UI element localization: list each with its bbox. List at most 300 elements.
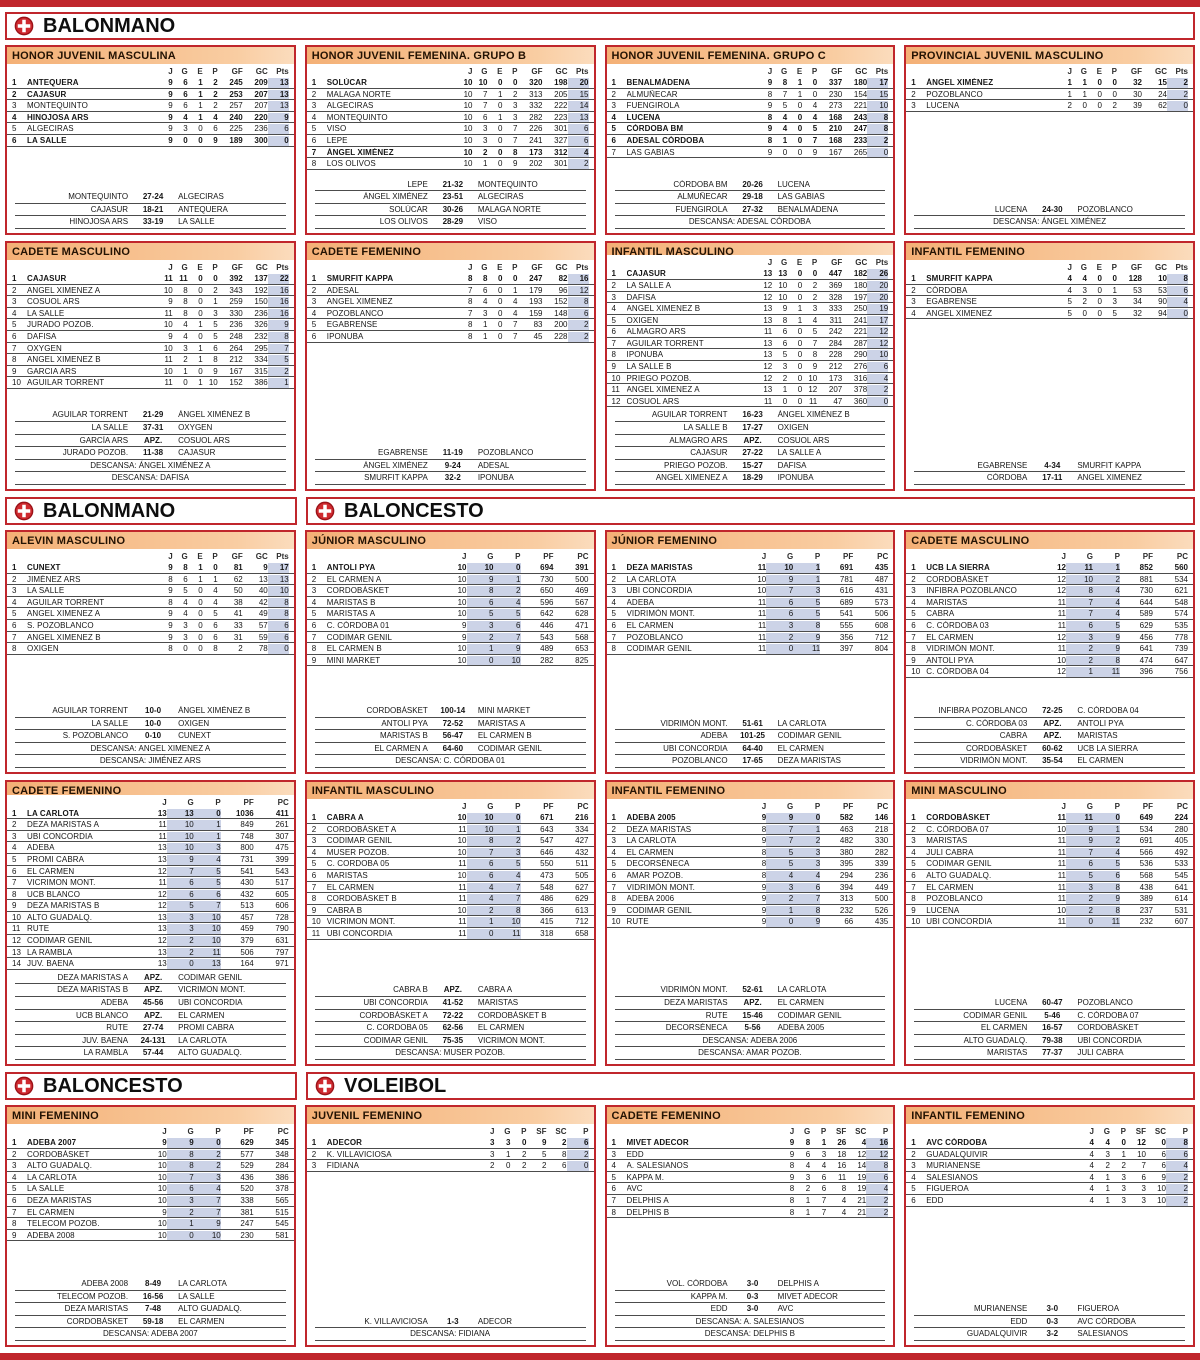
- rank-cell: 5: [311, 320, 317, 330]
- stat-cell: 739: [1174, 644, 1188, 654]
- team-cell: CODIMAR GENIL: [926, 859, 992, 869]
- stat-cell: 66: [844, 917, 854, 927]
- result-score: 17-65: [742, 756, 763, 766]
- stat-cell: 207: [254, 101, 268, 111]
- rank-cell: 3: [311, 101, 317, 111]
- stat-cell: 6: [805, 1149, 811, 1159]
- table-row: [607, 338, 894, 350]
- result-score: 27-22: [742, 448, 763, 458]
- stat-cell: 0: [797, 338, 803, 348]
- team-cell: CODIMAR GENIL: [326, 836, 393, 846]
- stat-cell: 2: [568, 332, 589, 342]
- result-home-team: MURIANENSE: [973, 1304, 1028, 1314]
- table-row: [607, 1195, 894, 1207]
- stat-cell: 1: [183, 366, 188, 376]
- stat-cell: 3: [494, 848, 521, 858]
- stat-cell: 11: [1057, 847, 1066, 857]
- stat-cell: 1: [467, 917, 494, 927]
- result-home-team: ADEBA: [100, 998, 129, 1008]
- team-cell: DECORSÉNECA: [626, 859, 690, 869]
- team-cell: CODIMAR GENIL: [626, 644, 692, 654]
- stat-cell: 9: [167, 1138, 194, 1148]
- stat-cell: 330: [874, 836, 889, 846]
- stat-cell: 2: [467, 633, 494, 643]
- team-cell: CORDOBÁSKET A: [326, 824, 397, 834]
- stat-cell: 10: [457, 586, 467, 596]
- stat-cell: 5: [213, 320, 218, 330]
- stat-cell: 517: [275, 878, 289, 888]
- stat-cell: 4: [812, 315, 818, 325]
- stat-cell: 10: [1157, 1195, 1166, 1205]
- results-block: [607, 407, 894, 489]
- stat-cell: 8: [841, 1184, 847, 1194]
- stat-cell: 0: [797, 101, 803, 111]
- stat-cell: 16: [568, 274, 589, 284]
- team-cell: DEZA MARISTAS A: [27, 820, 100, 830]
- rank-cell: 1: [12, 1138, 17, 1147]
- standings-table-card: [904, 780, 1195, 1066]
- table-row: [7, 331, 294, 343]
- stat-cell: 8: [183, 563, 188, 572]
- result-row: [615, 1278, 886, 1291]
- standings-table-card: [305, 530, 596, 774]
- stat-cell: 9: [767, 101, 773, 111]
- stat-cell: 182: [853, 269, 868, 279]
- stat-cell: 0: [793, 813, 820, 823]
- result-score: 24-30: [1042, 204, 1063, 214]
- stat-cell: 9: [766, 813, 793, 823]
- table-row: [906, 620, 1193, 632]
- result-row: [914, 472, 1185, 485]
- stat-cell: 0: [498, 274, 503, 283]
- rank-cell: 4: [611, 1161, 616, 1171]
- stat-cell: 13: [268, 90, 289, 100]
- table-title: JUVENIL FEMENINO: [307, 1107, 594, 1124]
- stat-cell: 212: [229, 355, 243, 365]
- stat-cell: 555: [839, 620, 854, 630]
- col-header: GC: [1155, 67, 1167, 76]
- stat-cell: 7: [513, 135, 518, 145]
- stat-cell: 1: [198, 343, 203, 353]
- team-cell: JIMÉNEZ ARS: [27, 574, 81, 584]
- stat-cell: 6: [1093, 871, 1120, 881]
- descansa-note: DESCANSA: A. SALESIANOS: [615, 1316, 886, 1329]
- team-cell: VICRIMON MONT.: [27, 878, 96, 888]
- table-row: [906, 77, 1193, 89]
- stat-cell: 96: [558, 285, 568, 295]
- stat-cell: 11: [1057, 836, 1066, 846]
- stat-cell: 7: [494, 883, 521, 893]
- team-cell: KAPPA M.: [626, 1172, 665, 1182]
- result-home-team: CABRA B: [393, 985, 428, 995]
- stat-cell: 8: [805, 1138, 811, 1147]
- result-score: 79-38: [1042, 1035, 1063, 1045]
- stat-cell: 13: [157, 947, 167, 957]
- rank-cell: 2: [611, 574, 616, 584]
- result-away-team: ANTOLI PYA: [1077, 718, 1124, 728]
- result-row: [15, 730, 286, 743]
- stat-cell: 0: [498, 297, 503, 307]
- section-banner: [306, 497, 1195, 525]
- col-header: G: [804, 1127, 811, 1136]
- table-row: [307, 812, 594, 824]
- column-header-row: [906, 64, 1193, 77]
- descansa-note: DESCANSA: ADESAL CÓRDOBA: [615, 216, 886, 229]
- result-home-team: ÁNGEL XIMÉNEZ: [363, 460, 428, 470]
- stat-cell: 3: [483, 308, 488, 318]
- stat-cell: 396: [1139, 667, 1153, 677]
- table-row: [7, 1195, 294, 1207]
- stat-cell: 12: [157, 866, 167, 876]
- table-row: [906, 608, 1193, 620]
- stat-cell: 0: [198, 308, 203, 318]
- stat-cell: 19: [857, 1172, 867, 1182]
- table-row: [307, 916, 594, 928]
- stat-cell: 4: [866, 1184, 888, 1194]
- stat-cell: 541: [240, 866, 254, 876]
- stat-cell: 2: [766, 894, 793, 904]
- stat-cell: 526: [874, 905, 889, 915]
- stat-cell: 11: [458, 859, 467, 869]
- rank-cell: 6: [12, 866, 17, 876]
- stat-cell: 4: [1089, 1149, 1094, 1159]
- result-score: 11-19: [442, 448, 463, 458]
- team-cell: ANGEL XIMENEZ B: [27, 632, 101, 642]
- stat-cell: 8: [168, 644, 173, 654]
- stat-cell: 230: [240, 1230, 254, 1240]
- stat-cell: 9: [494, 644, 521, 654]
- table-row: [906, 285, 1193, 297]
- col-header: J: [789, 1127, 795, 1136]
- stat-cell: 0: [467, 656, 494, 666]
- result-away-team: C. CÓRDOBA 04: [1077, 706, 1139, 716]
- result-score: 72-52: [442, 718, 464, 728]
- team-cell: EL CARMEN: [27, 866, 75, 876]
- team-cell: ADEBA 2005: [626, 813, 676, 822]
- rank-cell: 7: [12, 1207, 17, 1217]
- stat-cell: 748: [240, 831, 254, 841]
- stat-cell: 2: [568, 159, 589, 169]
- result-score: 16-23: [742, 410, 763, 420]
- table-row: [307, 870, 594, 882]
- col-header: J: [1061, 552, 1066, 561]
- col-header: P: [1111, 67, 1117, 76]
- stat-cell: 10: [457, 905, 467, 915]
- table-row: [7, 608, 294, 620]
- table-row: [307, 824, 594, 836]
- col-header: PC: [1176, 802, 1188, 811]
- table-row: [607, 77, 894, 89]
- stat-cell: 1: [1082, 78, 1087, 87]
- team-cell: AVC: [626, 1184, 643, 1194]
- stat-cell: 257: [229, 101, 243, 111]
- result-row: [315, 1035, 586, 1048]
- table-row: [607, 326, 894, 338]
- table-row: [307, 643, 594, 655]
- results-block: [7, 407, 294, 489]
- team-cell: EL CARMEN: [926, 632, 974, 642]
- stat-cell: 11: [1057, 882, 1066, 892]
- rank-cell: 6: [611, 1184, 616, 1194]
- stat-cell: 658: [575, 928, 589, 938]
- stat-cell: 0: [797, 135, 803, 145]
- team-cell: GUADALQUIVIR: [926, 1149, 988, 1159]
- table-row: [7, 819, 294, 831]
- rank-cell: 12: [611, 396, 621, 406]
- table-row: [607, 1137, 894, 1149]
- rank-cell: 5: [12, 609, 17, 619]
- col-header: E: [796, 258, 803, 268]
- team-cell: MINI MARKET: [326, 655, 381, 665]
- team-cell: ADEBA 2007: [27, 1138, 77, 1147]
- team-cell: EGABRENSE: [326, 320, 378, 330]
- stat-cell: 6: [467, 859, 494, 869]
- col-header: P: [814, 802, 821, 811]
- stat-cell: 15: [867, 90, 888, 100]
- stat-cell: 1: [194, 820, 221, 830]
- result-score: 17-27: [742, 423, 763, 433]
- stat-cell: 5: [1112, 308, 1117, 318]
- team-cell: UBI CONCORDIA: [626, 586, 693, 596]
- table-row: [307, 905, 594, 917]
- table-row: [607, 905, 894, 917]
- stat-cell: 8: [1093, 906, 1120, 916]
- result-away-team: VICRIMON MONT.: [477, 1035, 545, 1045]
- stat-cell: 4: [782, 124, 788, 134]
- stat-cell: 12: [857, 1149, 867, 1159]
- stat-cell: 5: [494, 859, 521, 869]
- rank-cell: 3: [911, 836, 916, 846]
- stat-cell: 53: [1158, 285, 1167, 295]
- table-row: [906, 905, 1193, 917]
- stat-cell: 224: [1174, 813, 1188, 822]
- stat-cell: 797: [275, 947, 289, 957]
- col-header: E: [197, 263, 203, 272]
- stat-cell: 8: [782, 315, 788, 325]
- stat-cell: 6: [821, 1184, 827, 1194]
- table-row: [607, 847, 894, 859]
- stat-cell: 6: [483, 285, 488, 295]
- stat-cell: 2: [494, 836, 521, 846]
- col-header: P: [1120, 1127, 1126, 1136]
- team-cell: CODIMAR GENIL: [326, 632, 393, 642]
- stat-cell: 11: [1057, 917, 1066, 927]
- team-cell: EL CARMEN A: [326, 574, 382, 584]
- result-home-team: CODIMAR GENIL: [963, 1010, 1028, 1020]
- stat-cell: 8: [483, 274, 488, 283]
- result-score: 16-57: [1042, 1023, 1063, 1033]
- stat-cell: 10: [463, 78, 473, 87]
- result-away-team: LUCENA: [777, 179, 811, 189]
- stat-cell: 505: [575, 870, 589, 880]
- rank-cell: 3: [311, 586, 317, 596]
- col-header: P: [583, 1127, 589, 1136]
- stat-cell: 3: [167, 1196, 194, 1206]
- table-row: [7, 123, 294, 135]
- stat-cell: 12: [568, 286, 589, 296]
- stat-cell: 287: [853, 338, 868, 348]
- stat-cell: 628: [575, 609, 589, 619]
- stat-cell: 243: [853, 112, 868, 122]
- stat-cell: 13: [763, 315, 773, 325]
- rank-cell: 3: [611, 836, 616, 846]
- stat-cell: 573: [874, 597, 889, 607]
- stat-cell: 1: [198, 355, 203, 365]
- stat-cell: 12: [867, 327, 888, 337]
- descansa-note: DESCANSA: C. CÓRDOBA 01: [315, 755, 586, 768]
- stat-cell: 6: [213, 343, 218, 353]
- rank-cell: 3: [611, 101, 616, 111]
- stat-cell: 10: [157, 1195, 167, 1205]
- team-cell: ALTO GUADALQ.: [27, 912, 93, 922]
- stat-cell: 0: [198, 586, 203, 596]
- result-score: 0-10: [145, 731, 162, 741]
- stat-cell: 2: [1166, 1184, 1188, 1194]
- stat-cell: 8: [213, 644, 218, 654]
- stat-cell: 2: [467, 906, 494, 916]
- result-home-team: GARCÍA ARS: [79, 435, 129, 445]
- table-row: [906, 1149, 1193, 1161]
- stat-cell: 11: [158, 820, 167, 830]
- table-row: [7, 585, 294, 597]
- team-cell: ANTOLI PYA: [326, 563, 376, 572]
- result-row: [15, 1047, 286, 1060]
- stat-cell: 9: [168, 297, 173, 307]
- table-row: [906, 858, 1193, 870]
- stat-cell: 2: [1066, 906, 1093, 916]
- col-header: E: [1096, 263, 1102, 272]
- stat-cell: 20: [568, 78, 589, 88]
- stat-cell: 12: [157, 901, 167, 911]
- result-row: [615, 179, 886, 192]
- col-header: Pts: [1175, 263, 1188, 272]
- stat-cell: 804: [874, 644, 889, 654]
- stat-cell: 3: [766, 621, 793, 631]
- stat-cell: 13: [763, 338, 773, 348]
- stat-cell: 1: [821, 1138, 827, 1147]
- result-score: 60-47: [1042, 998, 1063, 1008]
- stat-cell: 1: [494, 825, 521, 835]
- col-header: SC: [855, 1127, 867, 1136]
- result-row: [15, 1291, 286, 1304]
- stat-cell: 386: [254, 378, 268, 388]
- stat-cell: 9: [761, 905, 767, 915]
- team-cell: CORDOBÁSKET B: [326, 894, 397, 904]
- stat-cell: 11: [757, 644, 767, 654]
- stat-cell: 13: [268, 101, 289, 111]
- stat-cell: 9: [782, 304, 788, 314]
- table-row: [7, 1137, 294, 1149]
- result-score: 29-18: [742, 192, 763, 202]
- result-away-team: ÁNGEL XIMÉNEZ B: [178, 706, 251, 716]
- result-away-team: OXIGEN: [777, 423, 809, 433]
- stat-cell: 4: [1093, 848, 1120, 858]
- stat-cell: 10: [463, 147, 473, 157]
- team-cell: LA SALLE: [27, 1184, 65, 1194]
- col-header: P: [811, 67, 818, 76]
- stat-cell: 233: [853, 135, 868, 145]
- rank-cell: 10: [911, 917, 921, 927]
- team-cell: ALTO GUADALQ.: [926, 870, 992, 880]
- result-score: 75-35: [442, 1035, 464, 1045]
- rank-cell: 12: [12, 936, 21, 946]
- stat-cell: 332: [529, 101, 543, 111]
- column-header-row: [7, 260, 294, 273]
- stat-cell: 334: [575, 824, 589, 834]
- rank-cell: 6: [311, 331, 317, 341]
- stat-cell: 534: [1139, 824, 1153, 834]
- table-title: JÚNIOR MASCULINO: [307, 532, 594, 549]
- rank-cell: 8: [311, 894, 317, 904]
- rank-cell: 1: [12, 78, 17, 87]
- stat-cell: 11: [1057, 894, 1066, 904]
- stat-cell: 10: [157, 1172, 167, 1182]
- results-block: [607, 982, 894, 1064]
- rank-cell: 1: [12, 274, 17, 283]
- team-cell: IPONUBA: [626, 350, 664, 360]
- rank-cell: 11: [311, 928, 321, 938]
- stat-cell: 8: [1066, 586, 1093, 596]
- result-home-team: GUADALQUIVIR: [966, 1329, 1028, 1339]
- col-header: GC: [255, 552, 268, 561]
- stat-cell: 606: [275, 901, 289, 911]
- stat-cell: 21: [857, 1207, 867, 1217]
- result-away-team: CUNEXT: [178, 731, 211, 741]
- table-row: [906, 870, 1193, 882]
- col-header: J: [168, 263, 173, 272]
- stat-cell: 26: [837, 1138, 847, 1147]
- stat-cell: 435: [874, 563, 889, 572]
- stat-cell: 327: [554, 135, 568, 145]
- table-title: MINI MASCULINO: [906, 782, 1193, 799]
- rank-cell: 2: [911, 285, 916, 295]
- stat-cell: 1: [1121, 1149, 1126, 1159]
- stat-cell: 326: [254, 320, 268, 330]
- result-row: [315, 984, 586, 997]
- result-row: [615, 191, 886, 204]
- standings-table-card: [904, 241, 1195, 491]
- result-score: 1-3: [447, 1316, 459, 1326]
- table-row: [906, 1160, 1193, 1172]
- stat-cell: 232: [254, 331, 268, 341]
- result-score: APZ.: [1043, 731, 1062, 741]
- team-cell: AVC CÓRDOBA: [926, 1138, 988, 1147]
- result-away-team: CODIMAR GENIL: [777, 731, 842, 741]
- result-home-team: CABRA: [999, 731, 1028, 741]
- stat-cell: 380: [839, 847, 854, 857]
- stat-cell: 1: [213, 574, 218, 584]
- rank-cell: 2: [12, 574, 17, 584]
- result-row: [15, 422, 286, 435]
- result-home-team: EGABRENSE: [977, 460, 1028, 470]
- stat-cell: 730: [540, 574, 554, 584]
- stat-cell: 209: [254, 78, 268, 87]
- stat-cell: 392: [229, 274, 243, 283]
- rank-cell: 5: [12, 1184, 17, 1194]
- stat-cell: 216: [575, 813, 589, 822]
- stat-cell: 366: [540, 905, 554, 915]
- stat-cell: 0: [867, 148, 888, 158]
- rank-cell: 1: [311, 274, 317, 283]
- table-row: [607, 620, 894, 632]
- table-row: [607, 396, 894, 408]
- col-header: Pts: [576, 67, 589, 76]
- stat-cell: 315: [254, 366, 268, 376]
- team-cell: CUNEXT: [27, 563, 61, 572]
- table-title: INFANTIL MASCULINO: [307, 782, 594, 799]
- rank-cell: 2: [911, 89, 916, 99]
- stat-cell: 0: [198, 366, 203, 376]
